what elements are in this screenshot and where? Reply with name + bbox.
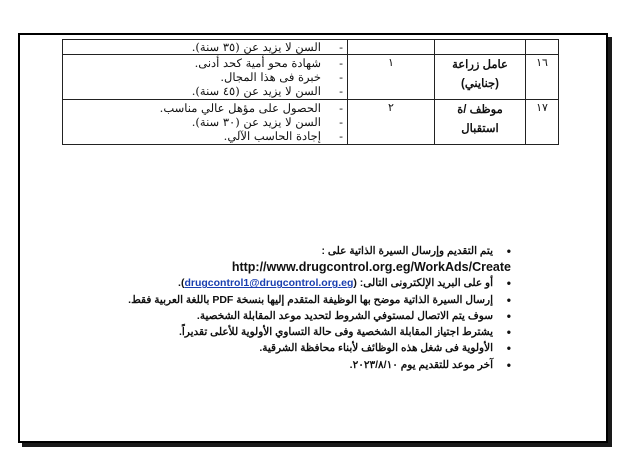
note-contact: • سوف يتم الاتصال لمستوفي الشروط لتحديد موعد المقابلة الشخصية.: [71, 308, 511, 324]
table-row: [63, 100, 559, 145]
note-priority: • الأولوية فى شغل هذه الوظائف لأبناء محافظة الشرقية.: [71, 340, 511, 356]
job-title-line: موظف /ة: [457, 104, 503, 116]
job-title-cell: [435, 55, 526, 100]
note-interview: • يشترط اجتياز المقابلة الشخصية وفى حالة التساوي الأولوية للأعلى تقديراً.: [71, 324, 511, 340]
application-notes: [71, 243, 511, 373]
jobs-table: [62, 39, 559, 145]
requirement-item: - السن لا يزيد عن (٣٠ سنة).: [67, 115, 343, 129]
requirement-item: - السن لا يزيد عن (٣٥ سنة).: [67, 40, 343, 54]
table-row: [63, 55, 559, 100]
job-requirements-cell: [63, 55, 348, 100]
email-suffix: ).: [178, 277, 185, 290]
job-number-cell: ١٦: [526, 55, 559, 100]
job-title-line: (جنايني): [461, 78, 499, 90]
job-title-line: استقبال: [461, 123, 499, 135]
email-link[interactable]: drugcontrol1@drugcontrol.org.eg: [184, 277, 354, 290]
requirement-item: - خبرة فى هذا المجال.: [67, 70, 343, 84]
requirement-item: - السن لا يزيد عن (٤٥ سنة).: [67, 84, 343, 98]
requirement-item: - إجادة الحاسب الآلي.: [67, 129, 343, 143]
note-apply-intro: • يتم التقديم وإرسال السيرة الذاتية على :: [71, 243, 511, 259]
table-row: [63, 40, 559, 55]
job-title-cell: [435, 100, 526, 145]
note-cv: • إرسال السيرة الذاتية موضح بها الوظيفة المتقدم إليها بنسخة PDF باللغة العربية فقط.: [71, 292, 511, 308]
apply-url-link[interactable]: http://www.drugcontrol.org.eg/WorkAds/Create: [231, 260, 511, 275]
job-title-line: عامل زراعة: [452, 59, 508, 71]
email-prefix: أو على البريد الإلكترونى التالى: (: [353, 277, 493, 290]
job-number-cell: ١٧: [526, 100, 559, 145]
job-count-cell: [348, 40, 435, 55]
job-count-cell: ١: [348, 55, 435, 100]
job-title-cell: [435, 40, 526, 55]
note-deadline: • آخر موعد للتقديم يوم ٢٠٢٣/٨/١٠.: [71, 357, 511, 373]
requirement-item: - الحصول على مؤهل عالي مناسب.: [67, 101, 343, 115]
job-requirements-cell: [63, 100, 348, 145]
job-requirements-cell: [63, 40, 348, 55]
job-count-cell: ٢: [348, 100, 435, 145]
note-email: [71, 275, 511, 291]
job-number-cell: [526, 40, 559, 55]
requirement-item: - شهادة محو أمية كحد أدنى.: [67, 56, 343, 70]
